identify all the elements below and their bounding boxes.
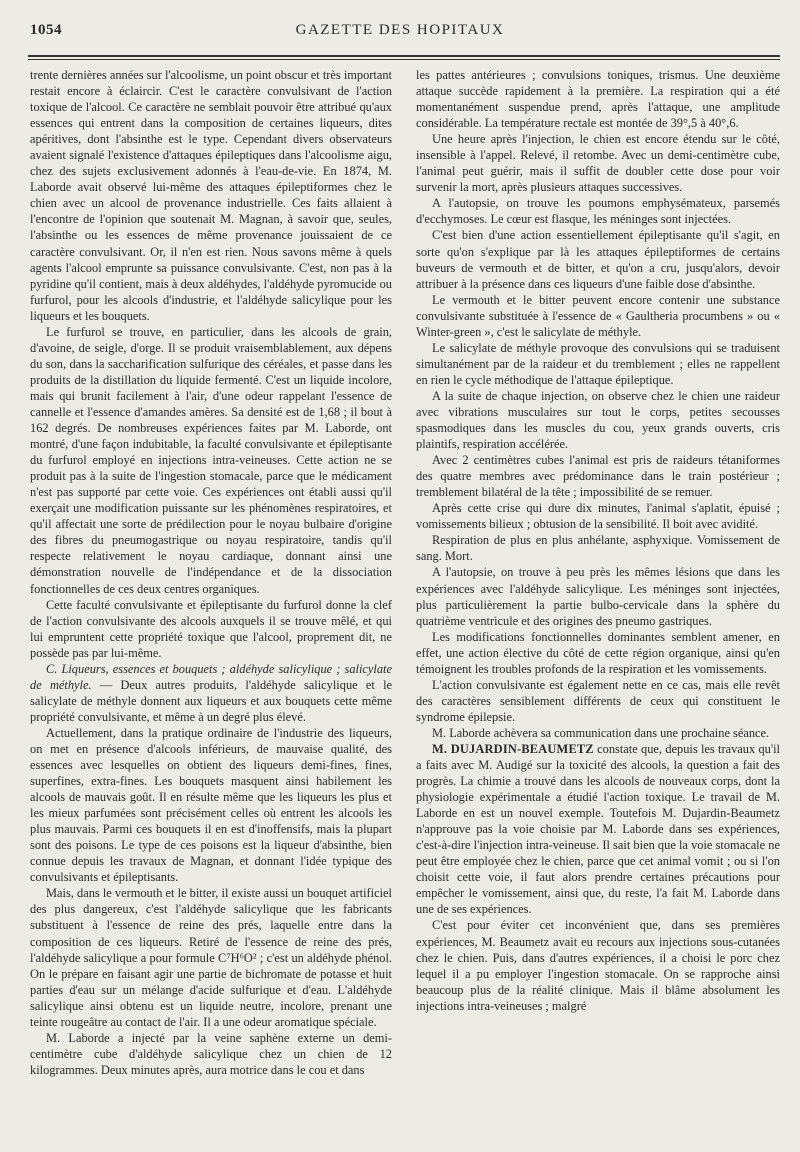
paragraph-text: constate que, depuis les travaux qu'il a faits avec M. Audigé sur la toxicité des alcools, la question a fait des progrès. La chimie a trouvé dans les alcools de nouveaux corps, dont la physiologie expérimentale a étudié l'action toxique. Le travail de M. Laborde en est un nouvel exemple. Toutefois M. Dujardin-Beaumetz n'approuve pas la voie choisie par M. Laborde dans ses expériences, c'est-à-dire l'injection intra-veineuse. Il sait bien que la voie stomacale ne peut être employée chez le chien, parce que cet animal vomit ; ou si l'on choisit cette voie, il faut alors prendre certaines précautions pour empêcher le vomissement, ainsi que, du reste, l'a fait M. Laborde dans une de ses expériences. [416,741,780,917]
header-rule-thin [28,59,780,60]
paragraph: Les modifications fonctionnelles dominantes semblent amener, en effet, une action élective du côté de cette région organique, ainsi qu'en témoignent les troubles profonds de la respiration et les vomissements. [416,629,780,676]
paragraph: Le furfurol se trouve, en particulier, dans les alcools de grain, d'avoine, de seigle, d'orge. Il se produit vraisemblablement, aux dépens du son, dans la saccharification sulfurique des céréales, et passe dans les produits de la distillation du liquide fermenté. C'est un liquide incolore, mais qui brunit facilement à l'air, d'une odeur rappelant l'essence de cannelle et l'essence d'amandes amères. Sa densité est de 1,68 ; il bout à 162 degrés. De nombreuses expériences faites par M. Laborde, ont montré, d'une façon indubitable, la faculté convulsivante et épileptisante du furfurol employé en injections intra-veineuses. Cette action ne se produit pas à la suite de l'ingestion stomacale, parce que le médicament n'est pas supporté par cette voie. Ces expériences ont établi aussi qu'il exerçait une modification puissante sur les phénomènes respiratoires, et qu'il affectait une sorte de prédilection pour le noyau bulbaire d'origine des fibres du pneumogastrique ou noyau respiratoire, tandis qu'il respecte relativement le noyau cardiaque, donnant ainsi une démonstration nouvelle de l'indépendance et de la dissociation fonctionnelles de ces deux centres organiques. [30,324,392,596]
paragraph: Mais, dans le vermouth et le bitter, il existe aussi un bouquet artificiel des plus dangereux, c'est l'aldéhyde salicylique que les fabricants substituent à l'essence de reine des prés, laquelle entre dans la composition de ces liqueurs. Retiré de l'essence de reine des prés, l'aldéhyde salicylique a pour formule C⁷H⁶O² ; c'est un aldéhyde phénol. On le prépare en faisant agir une partie de bichromate de potasse et huit parties d'eau sur un mélange d'acide sulfurique et d'eau. L'aldéhyde salicylique ainsi obtenu est un liquide neutre, incolore, prenant une teinte rougeâtre au contact de l'air. Il a une odeur aromatique spéciale. [30,886,392,1029]
paragraph-text: — Deux autres produits, l'aldéhyde salicylique et le salicylate de méthyle donnent aux liqueurs et aux bouquets cette même propriété convulsivante, et même à un degré plus élevé. [30,677,393,724]
paragraph-with-speaker [416,741,780,918]
page-number: 1054 [30,22,62,38]
paragraph: M. Laborde a injecté par la veine saphène externe un demi-centimètre cube d'aldéhyde salicylique chez un chien de 12 kilogrammes. Deux minutes après, aura motrice dans le cou et dans [30,1030,392,1077]
journal-title: GAZETTE DES HOPITAUX [295,22,505,38]
paragraph: A l'autopsie, on trouve à peu près les mêmes lésions que dans les expériences avec l'aldéhyde salicylique. Les méninges sont injectées, plus particulièrement la partie bulbo-cervicale dans la sphère du quatrième ventricule et des origines des pneumo gastriques. [416,565,780,628]
paragraph: C'est bien d'une action essentiellement épileptisante qu'il s'agit, en sorte qu'on s'explique par là les attaques épileptiformes de certains buveurs de vermouth et de bitter, et qu'on a cru, jusqu'alors, devoir attribuer à la présence dans ces liqueurs d'une faible dose d'absinthe. [416,228,780,291]
paragraph: M. Laborde achèvera sa communication dans une prochaine séance. [432,725,770,740]
speaker-name: M. DUJARDIN-BEAUMETZ [432,741,594,756]
paragraph: Actuellement, dans la pratique ordinaire de l'industrie des liqueurs, on met en présence d'alcools inférieurs, de mauvaise qualité, des essences avec lesquelles on obtient des liqueurs demi-fines, fines, superfines, extra-fines. Les bouquets masquent ainsi habilement les alcools de mauvais goût. Il en résulte même que les liqueurs les plus et les mieux parfumées sont précisément celles où entrent les alcools les plus mauvais. Parmi ces bouquets il en est d'inoffensifs, mais la plupart sont des poisons. Le type de ces poisons est la liqueur d'absinthe, bien connue depuis les travaux de Magnan, et donnant l'idée typique des convulsivants et épileptisants. [30,725,392,885]
right-column [416,67,780,1014]
header-rule-thick [28,55,780,57]
paragraph: Une heure après l'injection, le chien est encore étendu sur le côté, insensible à l'appel. Relevé, il retombe. Avec un demi-centimètre cube, l'animal peut guérir, mais il suffit de doubler cette dose pour voir survenir la mort, après plusieurs attaques successives. [416,132,780,195]
paragraph: L'action convulsivante est également nette en ce cas, mais elle revêt des caractères sensiblement différents de ceux qui constituent le syndrome épilepsie. [416,677,780,724]
left-column [30,67,392,1078]
paragraph: Respiration de plus en plus anhélante, asphyxique. Vomissement de sang. Mort. [416,533,780,564]
page-header [0,0,800,60]
paragraph: Cette faculté convulsivante et épileptisante du furfurol donne la clef de l'action convulsivante des alcools auxquels il se trouve mêlé, et qui lui empruntent cette propriété toxique que l'alcool, proprement dit, ne possède pas par lui-même. [30,597,392,660]
paragraph: les pattes antérieures ; convulsions toniques, trismus. Une deuxième attaque succède rapidement à la première. La respiration qui a été momentanément suspendue prend, après l'attaque, une amplitude considérable. La température rectale est montée de 39°,5 à 40°,6. [416,68,780,131]
paragraph: Le salicylate de méthyle provoque des convulsions qui se traduisent simultanément par de la raideur et du tremblement ; elles ne rappellent en rien le cycle méthodique de l'attaque épileptique. [416,340,780,387]
paragraph: Après cette crise qui dure dix minutes, l'animal s'aplatit, épuisé ; vomissements bilieux ; obtusion de la sensibilité. Il boit avec avidité. [416,501,780,532]
paragraph: A la suite de chaque injection, on observe chez le chien une raideur avec vibrations musculaires sur tout le corps, petites secousses spasmodiques dans les muscles du cou, yeux grands ouverts, cris plaintifs, respiration accélérée. [416,388,780,452]
paragraph: trente dernières années sur l'alcoolisme, un point obscur et très important restait encore à éclaircir. C'est le caractère convulsivant de l'action toxique de l'alcool. Ce caractère ne semblait pouvoir être attribué qu'aux essences qui entrent dans la composition de certaines liqueurs, dites apéritives, dont l'absinthe est le type. Cependant divers observateurs avaient signalé l'existence d'attaques épileptiques dans l'alcoolisme aigu, chez des sujets exclusivement adonnés à l'eau-de-vie. En 1874, M. Laborde avait observé lui-même des attaques épileptiformes chez le chien avec un alcool de provenance industrielle. Ces faits allaient à l'encontre de l'opinion que soutenait M. Magnan, à savoir que, seules, l'absinthe ou les essences de même provenance jouissaient de ce caractère convulsivant. Or, il n'en est rien. Nous savons même à quels agents l'alcool emprunte sa puissance convulsivante. C'est, non pas à la pyridine qu'il contient, mais à deux aldéhydes, l'aldéhyde pyromucide ou furfurol, pour les alcools d'industrie, et l'aldéhyde salicylique pour les liqueurs et les bouquets. [30,68,392,323]
paragraph: Avec 2 centimètres cubes l'animal est pris de raideurs tétaniformes des quatre membres avec prédominance dans le train postérieur ; tremblement bilatéral de la tête ; impossibilité de se remuer. [416,453,780,500]
section-heading: C. Liqueurs, essences et bouquets ; aldéhyde salicylique ; salicylate de méthyle. [30,661,392,692]
paragraph-with-heading [30,661,392,725]
paragraph: C'est pour éviter cet inconvénient que, dans ses premières expériences, M. Beaumetz avait eu recours aux injections sous-cutanées chez le chien. Puis, dans d'autres expériences, il a choisi le porc chez lequel il a pu employer l'ingestion stomacale. On se rapproche ainsi beaucoup plus de la réalité clinique. Mais il blâme absolument les injections intra-veineuses ; malgré [416,918,780,1013]
paragraph: Le vermouth et le bitter peuvent encore contenir une substance convulsivante substituée à l'essence de « Gaultheria procumbens » ou « Winter-green », c'est le salicylate de méthyle. [416,292,780,339]
paragraph: A l'autopsie, on trouve les poumons emphysémateux, parsemés d'ecchymoses. Le cœur est flasque, les méninges sont injectées. [416,196,780,227]
